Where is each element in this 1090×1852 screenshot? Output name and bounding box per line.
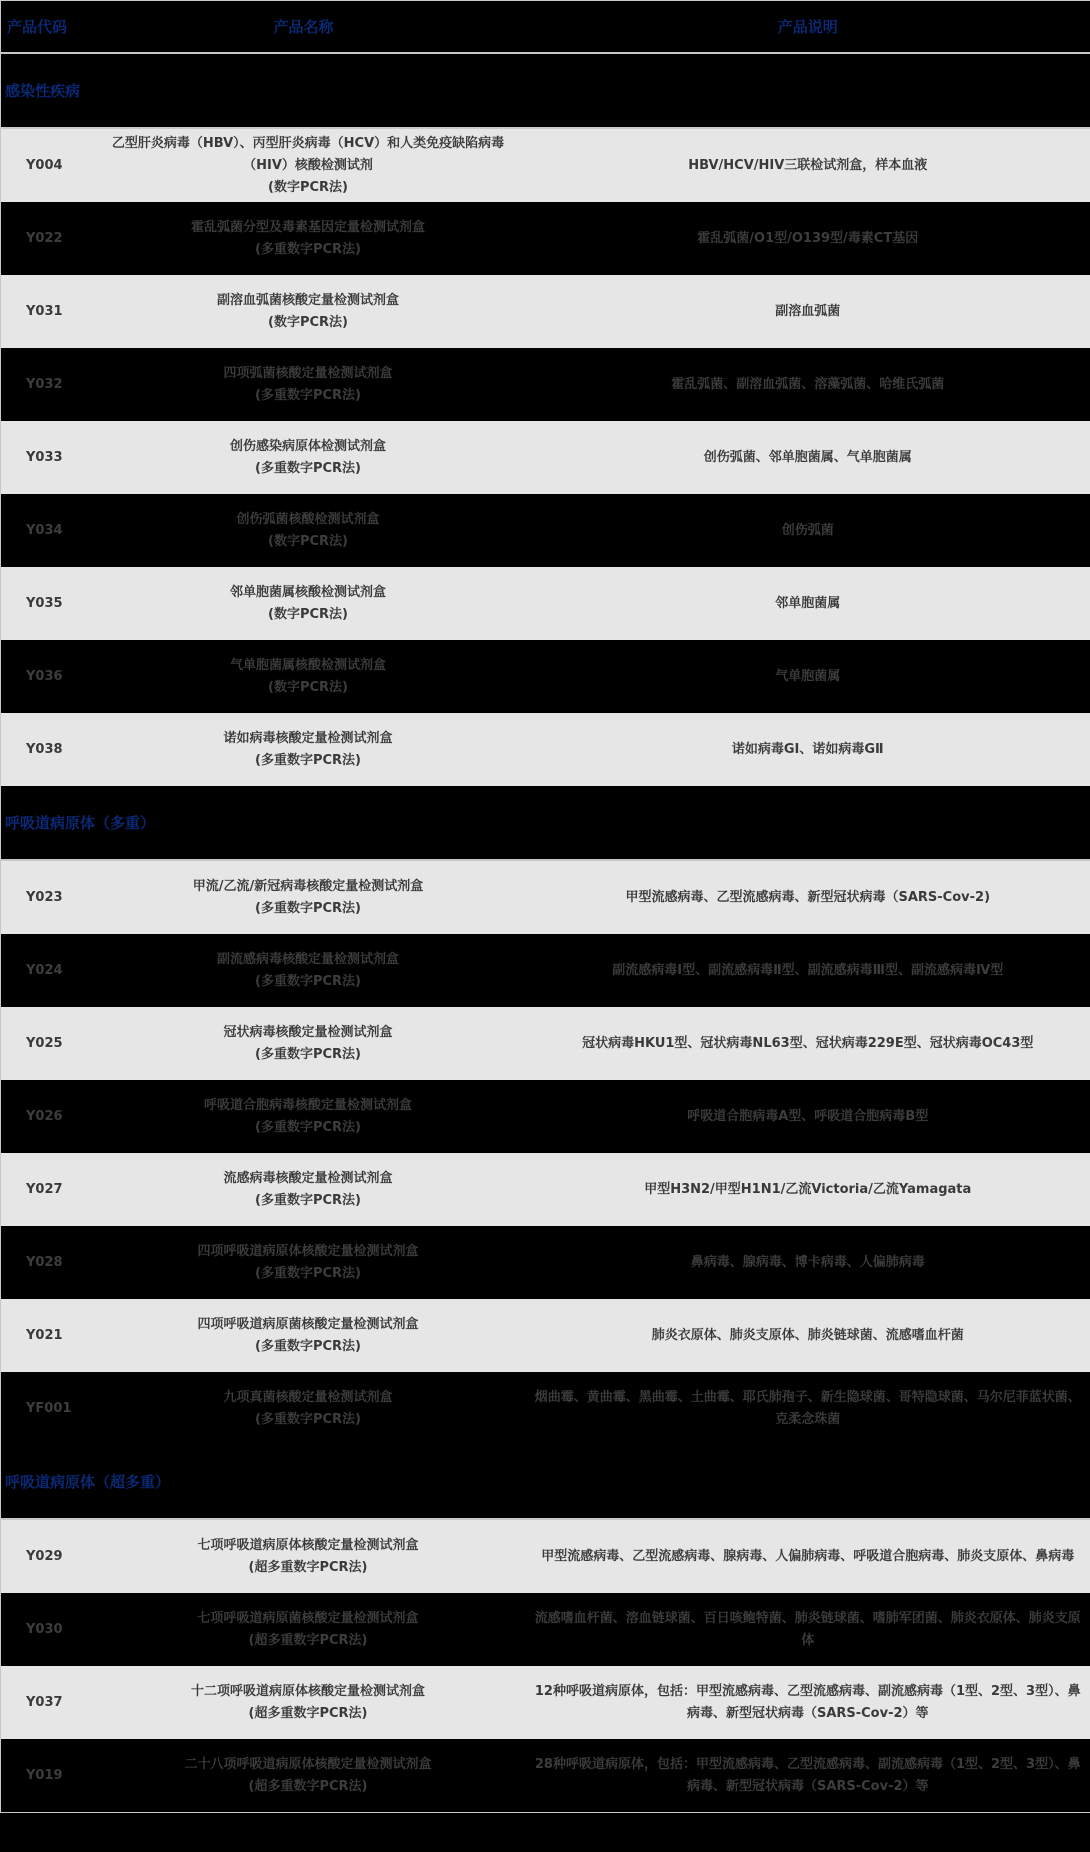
product-description: 冠状病毒HKU1型、冠状病毒NL63型、冠状病毒229E型、冠状病毒OC43型 bbox=[526, 1007, 1090, 1080]
product-code: Y036 bbox=[1, 640, 91, 713]
product-description: 霍乱弧菌/O1型/O139型/毒素CT基因 bbox=[526, 202, 1090, 275]
product-code: Y034 bbox=[1, 494, 91, 567]
table-row bbox=[1, 1007, 1090, 1080]
product-description: 气单胞菌属 bbox=[526, 640, 1090, 713]
product-description: 创伤弧菌、邻单胞菌属、气单胞菌属 bbox=[526, 421, 1090, 494]
product-description: 烟曲霉、黄曲霉、黑曲霉、土曲霉、耶氏肺孢子、新生隐球菌、哥特隐球菌、马尔尼菲蓝状菌、克柔念珠菌 bbox=[526, 1372, 1090, 1445]
section-title: 呼吸道病原体（多重） bbox=[1, 786, 1090, 860]
product-method: (多重数字PCR法) bbox=[255, 1265, 361, 1281]
table-row bbox=[1, 348, 1090, 421]
product-code: Y025 bbox=[1, 1007, 91, 1080]
product-code: Y019 bbox=[1, 1739, 91, 1813]
table-header-row bbox=[1, 1, 1090, 54]
column-header-code: 产品代码 bbox=[1, 1, 91, 54]
product-method: (多重数字PCR法) bbox=[255, 460, 361, 476]
product-name: 十二项呼吸道病原体核酸定量检测试剂盒 bbox=[190, 1683, 425, 1699]
section-title: 呼吸道病原体（超多重） bbox=[1, 1445, 1090, 1519]
product-name-cell bbox=[91, 1080, 526, 1153]
product-code: YF001 bbox=[1, 1372, 91, 1445]
product-name-cell bbox=[91, 934, 526, 1007]
product-name: 七项呼吸道病原体核酸定量检测试剂盒 bbox=[197, 1537, 419, 1553]
product-description: 流感嗜血杆菌、溶血链球菌、百日咳鲍特菌、肺炎链球菌、嗜肺军团菌、肺炎衣原体、肺炎支原体 bbox=[526, 1593, 1090, 1666]
product-description: 鼻病毒、腺病毒、博卡病毒、人偏肺病毒 bbox=[526, 1226, 1090, 1299]
product-name: 诺如病毒核酸定量检测试剂盒 bbox=[223, 730, 393, 746]
table-row bbox=[1, 1153, 1090, 1226]
product-description: HBV/HCV/HIV三联检试剂盒，样本血液 bbox=[526, 128, 1090, 202]
product-name: 霍乱弧菌分型及毒素基因定量检测试剂盒 bbox=[190, 219, 425, 235]
product-code: Y028 bbox=[1, 1226, 91, 1299]
product-description: 呼吸道合胞病毒A型、呼吸道合胞病毒B型 bbox=[526, 1080, 1090, 1153]
table-row bbox=[1, 1080, 1090, 1153]
product-method: (数字PCR法) bbox=[268, 533, 348, 549]
product-method: (多重数字PCR法) bbox=[255, 387, 361, 403]
product-name-cell bbox=[91, 640, 526, 713]
product-method: (数字PCR法) bbox=[268, 179, 348, 195]
product-name-cell bbox=[91, 1519, 526, 1593]
product-description: 霍乱弧菌、副溶血弧菌、溶藻弧菌、哈维氏弧菌 bbox=[526, 348, 1090, 421]
product-method: (超多重数字PCR法) bbox=[248, 1632, 368, 1648]
table-row bbox=[1, 421, 1090, 494]
table-row bbox=[1, 128, 1090, 202]
product-code: Y024 bbox=[1, 934, 91, 1007]
product-method: (多重数字PCR法) bbox=[255, 1046, 361, 1062]
product-code: Y033 bbox=[1, 421, 91, 494]
product-method: (多重数字PCR法) bbox=[255, 1411, 361, 1427]
product-name: 四项呼吸道病原体核酸定量检测试剂盒 bbox=[197, 1243, 419, 1259]
product-description: 肺炎衣原体、肺炎支原体、肺炎链球菌、流感嗜血杆菌 bbox=[526, 1299, 1090, 1372]
product-code: Y023 bbox=[1, 860, 91, 934]
product-name-cell bbox=[91, 1739, 526, 1813]
product-method: (多重数字PCR法) bbox=[255, 241, 361, 257]
product-method: (多重数字PCR法) bbox=[255, 900, 361, 916]
product-method: (数字PCR法) bbox=[268, 314, 348, 330]
product-name-cell bbox=[91, 860, 526, 934]
product-code: Y038 bbox=[1, 713, 91, 786]
table-row bbox=[1, 567, 1090, 640]
table-row bbox=[1, 202, 1090, 275]
product-method: (超多重数字PCR法) bbox=[248, 1559, 368, 1575]
column-header-name: 产品名称 bbox=[91, 1, 526, 54]
product-code: Y022 bbox=[1, 202, 91, 275]
table-row bbox=[1, 1226, 1090, 1299]
product-name: 冠状病毒核酸定量检测试剂盒 bbox=[223, 1024, 393, 1040]
table-row bbox=[1, 860, 1090, 934]
product-description: 创伤弧菌 bbox=[526, 494, 1090, 567]
product-description: 甲型流感病毒、乙型流感病毒、腺病毒、人偏肺病毒、呼吸道合胞病毒、肺炎支原体、鼻病毒 bbox=[526, 1519, 1090, 1593]
section-header-row bbox=[1, 53, 1090, 128]
product-code: Y004 bbox=[1, 128, 91, 202]
product-name-cell bbox=[91, 275, 526, 348]
table-row bbox=[1, 713, 1090, 786]
product-name: 气单胞菌属核酸检测试剂盒 bbox=[229, 657, 386, 673]
product-name: 甲流/乙流/新冠病毒核酸定量检测试剂盒 bbox=[192, 878, 424, 894]
product-description: 28种呼吸道病原体，包括：甲型流感病毒、乙型流感病毒、副流感病毒（1型、2型、3型）、鼻病毒、新型冠状病毒（SARS-Cov-2）等 bbox=[526, 1739, 1090, 1813]
product-code: Y035 bbox=[1, 567, 91, 640]
product-code: Y032 bbox=[1, 348, 91, 421]
product-method: (超多重数字PCR法) bbox=[248, 1705, 368, 1721]
product-name-cell bbox=[91, 202, 526, 275]
table-row bbox=[1, 275, 1090, 348]
product-name: 呼吸道合胞病毒核酸定量检测试剂盒 bbox=[203, 1097, 412, 1113]
product-name: 副流感病毒核酸定量检测试剂盒 bbox=[216, 951, 399, 967]
product-description: 12种呼吸道病原体，包括：甲型流感病毒、乙型流感病毒、副流感病毒（1型、2型、3型）、鼻病毒、新型冠状病毒（SARS-Cov-2）等 bbox=[526, 1666, 1090, 1739]
product-name: 创伤弧菌核酸检测试剂盒 bbox=[236, 511, 380, 527]
product-name-cell bbox=[91, 348, 526, 421]
product-description: 邻单胞菌属 bbox=[526, 567, 1090, 640]
product-name-cell bbox=[91, 1666, 526, 1739]
product-description: 甲型H3N2/甲型H1N1/乙流Victoria/乙流Yamagata bbox=[526, 1153, 1090, 1226]
product-name-cell bbox=[91, 567, 526, 640]
product-name: 乙型肝炎病毒（HBV）、丙型肝炎病毒（HCV）和人类免疫缺陷病毒（HIV）核酸检测试剂 bbox=[111, 135, 505, 173]
product-method: (多重数字PCR法) bbox=[255, 1192, 361, 1208]
product-name: 九项真菌核酸定量检测试剂盒 bbox=[223, 1389, 393, 1405]
product-name-cell bbox=[91, 1153, 526, 1226]
product-name-cell bbox=[91, 1226, 526, 1299]
table-row bbox=[1, 1519, 1090, 1593]
product-description: 副流感病毒Ⅰ型、副流感病毒Ⅱ型、副流感病毒Ⅲ型、副流感病毒Ⅳ型 bbox=[526, 934, 1090, 1007]
product-name-cell bbox=[91, 128, 526, 202]
product-name: 七项呼吸道病原菌核酸定量检测试剂盒 bbox=[197, 1610, 419, 1626]
product-name-cell bbox=[91, 421, 526, 494]
product-name-cell bbox=[91, 494, 526, 567]
section-header-row bbox=[1, 1445, 1090, 1519]
column-header-description: 产品说明 bbox=[526, 1, 1090, 54]
section-header-row bbox=[1, 786, 1090, 860]
product-name-cell bbox=[91, 1299, 526, 1372]
table-row bbox=[1, 494, 1090, 567]
product-method: (多重数字PCR法) bbox=[255, 973, 361, 989]
product-description: 甲型流感病毒、乙型流感病毒、新型冠状病毒（SARS-Cov-2) bbox=[526, 860, 1090, 934]
product-code: Y027 bbox=[1, 1153, 91, 1226]
product-code: Y026 bbox=[1, 1080, 91, 1153]
product-name-cell bbox=[91, 1007, 526, 1080]
product-name: 四项弧菌核酸定量检测试剂盒 bbox=[223, 365, 393, 381]
product-code: Y021 bbox=[1, 1299, 91, 1372]
product-name: 邻单胞菌属核酸检测试剂盒 bbox=[229, 584, 386, 600]
product-name: 四项呼吸道病原菌核酸定量检测试剂盒 bbox=[197, 1316, 419, 1332]
product-code: Y029 bbox=[1, 1519, 91, 1593]
product-description: 副溶血弧菌 bbox=[526, 275, 1090, 348]
table-body bbox=[1, 53, 1090, 1813]
product-method: (数字PCR法) bbox=[268, 679, 348, 695]
product-method: (多重数字PCR法) bbox=[255, 752, 361, 768]
product-name-cell bbox=[91, 713, 526, 786]
table-row bbox=[1, 1593, 1090, 1666]
product-code: Y031 bbox=[1, 275, 91, 348]
product-name: 副溶血弧菌核酸定量检测试剂盒 bbox=[216, 292, 399, 308]
product-name: 流感病毒核酸定量检测试剂盒 bbox=[223, 1170, 393, 1186]
product-name: 二十八项呼吸道病原体核酸定量检测试剂盒 bbox=[184, 1756, 432, 1772]
table-row bbox=[1, 934, 1090, 1007]
product-name: 创伤感染病原体检测试剂盒 bbox=[229, 438, 386, 454]
product-code: Y030 bbox=[1, 1593, 91, 1666]
product-name-cell bbox=[91, 1593, 526, 1666]
section-title: 感染性疾病 bbox=[1, 53, 1090, 128]
product-code: Y037 bbox=[1, 1666, 91, 1739]
table-row bbox=[1, 1372, 1090, 1445]
product-description: 诺如病毒GⅠ、诺如病毒GⅡ bbox=[526, 713, 1090, 786]
product-method: (超多重数字PCR法) bbox=[248, 1778, 368, 1794]
table-row bbox=[1, 1739, 1090, 1813]
table-row bbox=[1, 640, 1090, 713]
product-method: (数字PCR法) bbox=[268, 606, 348, 622]
product-name-cell bbox=[91, 1372, 526, 1445]
table-row bbox=[1, 1299, 1090, 1372]
table-row bbox=[1, 1666, 1090, 1739]
product-method: (多重数字PCR法) bbox=[255, 1338, 361, 1354]
product-method: (多重数字PCR法) bbox=[255, 1119, 361, 1135]
